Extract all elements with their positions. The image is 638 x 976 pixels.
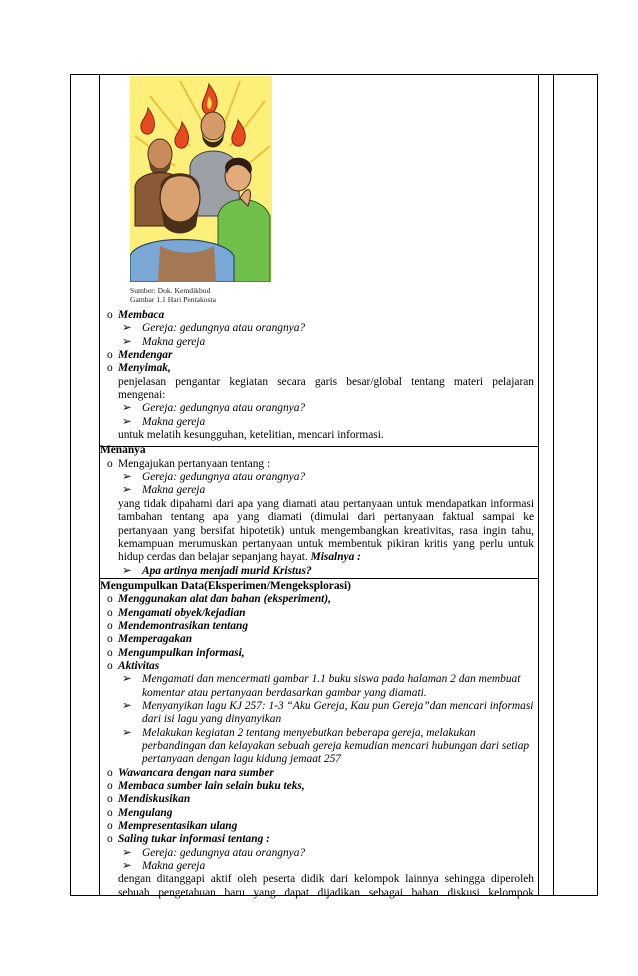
arrow-bullet-icon: ➢ [122, 322, 132, 335]
circle-bullet-icon: o [107, 309, 113, 321]
circle-bullet-icon: o [107, 766, 113, 779]
paragraph-line: dengan ditanggapi aktif oleh peserta didik dari kelompok lainnya sehingga diperoleh [118, 873, 534, 886]
circle-bullet-icon: o [107, 606, 113, 619]
circle-bullet-icon: o [107, 793, 113, 806]
pentecost-illustration [130, 76, 272, 282]
list-item: Mendemontrasikan tentang [118, 619, 249, 632]
section-menanya [100, 444, 534, 577]
paragraph-line: sebuah pengetahuan baru yang dapat dijadikan sebagai bahan diskusi kelompok [118, 886, 534, 899]
arrow-bullet-icon: ➢ [122, 415, 132, 428]
section-mengumpulkan-data [100, 580, 534, 900]
list-item: Memperagakan [118, 633, 193, 646]
paragraph-text: hidup cerdas dan belajar sepanjang hayat. [118, 551, 308, 564]
misalnya-label: Misalnya : [310, 551, 361, 564]
arrow-bullet-icon: ➢ [122, 860, 132, 873]
list-item: Membaca sumber lain selain buku teks, [118, 780, 305, 793]
list-item: Gereja: gedungnya atau orangnya? [142, 322, 306, 335]
activity-line: dari isi lagu yang dinyanyikan [142, 713, 282, 726]
figure-caption: Gambar 1.1 Hari Pentakosta [130, 295, 217, 304]
activity-line: Melakukan kegiatan 2 tentang menyebutkan beberapa gereja, melakukan [142, 726, 476, 739]
paragraph-line: pertanyaan yang bersifat hipotetik) untuk mengembangkan kreativitas, rasa ingin tahu, [118, 524, 534, 537]
circle-bullet-icon: o [107, 659, 113, 672]
list-item: Saling tukar informasi tentang : [118, 833, 270, 846]
arrow-bullet-icon: ➢ [122, 402, 132, 415]
circle-bullet-icon: o [107, 633, 113, 646]
list-item: Makna gereja [142, 415, 206, 428]
activity-line: pertanyaan dengan lagu kidung jemaat 257 [142, 753, 341, 766]
list-item: Mengamati obyek/kejadian [118, 606, 246, 619]
circle-bullet-icon: o [107, 806, 113, 819]
activity-line: Menyanyikan lagu KJ 257: 1-3 “Aku Gereja, Kau pun Gereja”dan mencari informasi [142, 699, 534, 712]
list-item: Mendiskusikan [118, 793, 191, 806]
list-item: Wawancara dengan nara sumber [118, 766, 274, 779]
circle-bullet-icon: o [107, 619, 113, 632]
circle-bullet-icon: o [107, 349, 113, 362]
paragraph-line [100, 551, 534, 564]
circle-bullet-icon: o [107, 593, 113, 606]
arrow-bullet-icon: ➢ [122, 699, 132, 712]
list-item: Gereja: gedungnya atau orangnya? [142, 471, 306, 484]
circle-bullet-icon: o [107, 457, 113, 470]
circle-bullet-icon: o [107, 780, 113, 793]
list-item: Gereja: gedungnya atau orangnya? [142, 402, 306, 415]
list-item: Mengajukan pertanyaan tentang : [118, 457, 271, 470]
arrow-bullet-icon: ➢ [122, 335, 132, 348]
paragraph-line: kemampuan merumuskan pertanyaan untuk membentuk pikiran kritis yang perlu untuk [118, 537, 534, 550]
table-content [100, 76, 534, 900]
table-column-divider [538, 75, 539, 895]
paragraph-line: mengenai: [118, 389, 166, 402]
table-column-divider [553, 75, 554, 895]
paragraph-line: yang tidak dipahami dari apa yang diamati atau pertanyaan untuk mendapatkan informasi [118, 497, 534, 510]
circle-bullet-icon: o [107, 820, 113, 833]
activity-line: komentar atau pertanyaan berdasarkan gambar yang diamati. [142, 686, 427, 699]
list-item: Aktivitas [118, 659, 160, 672]
section-heading: Mengumpulkan Data(Eksperimen/Mengeksplorasi) [100, 579, 351, 592]
list-item: Mengulang [118, 806, 173, 819]
arrow-bullet-icon: ➢ [122, 484, 132, 497]
list-item: Makna gereja [142, 335, 206, 348]
figure-source: Sumber: Dok. Kemdikbud [130, 286, 211, 295]
arrow-bullet-icon: ➢ [122, 471, 132, 484]
paragraph-line: untuk melatih kesungguhan, ketelitian, mencari informasi. [118, 429, 384, 442]
menyimak-label: Menyimak, [118, 362, 171, 375]
section-observe [100, 309, 534, 442]
list-item: Makna gereja [142, 484, 206, 497]
list-item: Mempresentasikan ulang [118, 820, 238, 833]
mendengar-label: Mendengar [118, 349, 173, 362]
list-item: Makna gereja [142, 860, 206, 873]
activity-line: perbandingan dan kelayakan sebuah gereja kemudian mencari hubungan dari setiap [142, 740, 530, 752]
paragraph-line: penjelasan pengantar kegiatan secara garis besar/global tentang materi pelajaran [118, 375, 534, 388]
paragraph-line: tambahan tentang apa yang diamati (dimulai dari pertanyaan faktual sampai ke [118, 511, 534, 524]
list-item: Gereja: gedungnya atau orangnya? [142, 846, 306, 859]
circle-bullet-icon: o [107, 362, 113, 375]
activity-line: Mengamati dan mencermati gambar 1.1 buku siswa pada halaman 2 dan membuat [142, 673, 521, 686]
list-item: Menggunakan alat dan bahan (eksperiment), [118, 593, 331, 606]
list-item: Mengumpulkan informasi, [118, 646, 245, 659]
arrow-bullet-icon: ➢ [122, 673, 132, 686]
membaca-label: Membaca [118, 309, 165, 321]
example-question: Apa artinya menjadi murid Kristus? [142, 564, 312, 577]
circle-bullet-icon: o [107, 646, 113, 659]
circle-bullet-icon: o [107, 833, 113, 846]
arrow-bullet-icon: ➢ [122, 846, 132, 859]
arrow-bullet-icon: ➢ [122, 726, 132, 739]
arrow-bullet-icon: ➢ [122, 564, 132, 577]
section-heading: Menanya [100, 444, 146, 457]
